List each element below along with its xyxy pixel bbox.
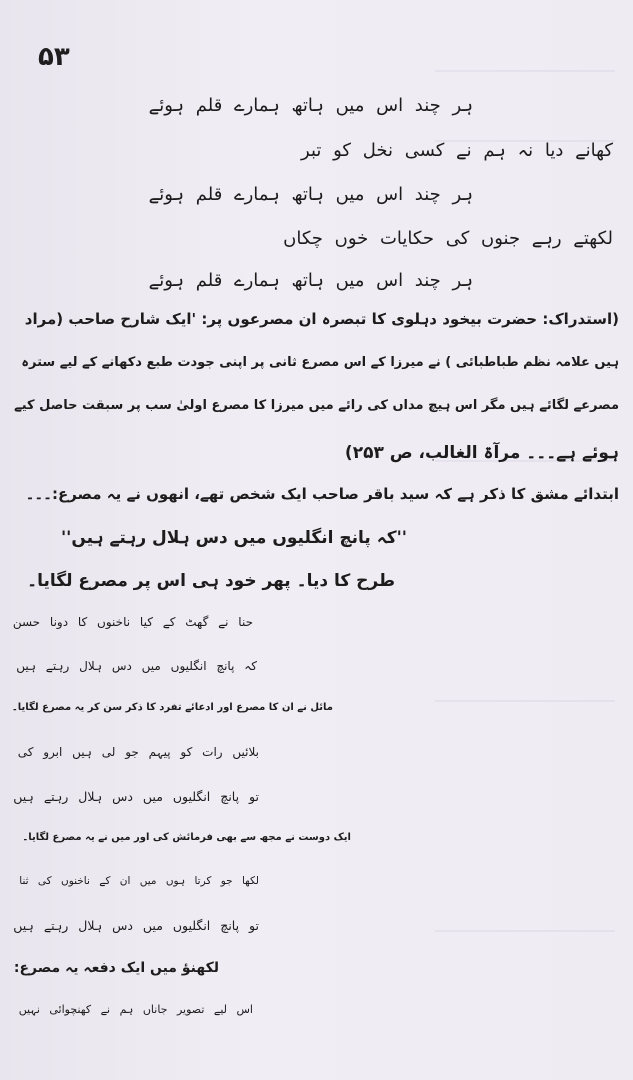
verse-line: تو پانچ انگلیوں میں دس ہلال رہتے ہیں: [13, 918, 259, 933]
verse-line: ہر چند اس میں ہاتھ ہمارے قلم ہوئے: [148, 184, 473, 205]
verse-line: کھانے دیا نہ ہم نے کسی نخل کو تبر: [301, 140, 613, 161]
verse-line: ہر چند اس میں ہاتھ ہمارے قلم ہوئے: [148, 270, 473, 291]
prose-line: مصرعے لگائے ہیں مگر اس ہیچ مداں کی رائے میں میرزا کا مصرع اولیٰ سب پر سبقت حاصل کیے: [14, 398, 619, 413]
prose-line: لکھنؤ میں ایک دفعہ یہ مصرع:: [13, 960, 219, 976]
verse-line: تو پانچ انگلیوں میں دس ہلال رہتے ہیں: [13, 789, 259, 804]
verse-line: بلائیں رات کو پیہم جو لی ہیں ابرو کی: [17, 745, 259, 759]
quoted-misra: ''کہ پانچ انگلیوں میں دس ہلال رہتے ہیں'': [60, 528, 407, 548]
prose-line: ایک دوست نے مجھ سے بھی فرمائش کی اور میں نے یہ مصرع لگایا۔: [22, 832, 351, 843]
prose-line: ہوئے ہے۔۔۔ مرآۃ الغالب، ص ۲۵۳): [344, 443, 619, 463]
verse-line: حنا نے گھٹ کے کیا ناخنوں کا دونا حسن: [12, 615, 253, 629]
prose-line: مائل نے ان کا مصرع اور ادعائے تفرد کا ذکر سن کر یہ مصرع لگایا۔: [11, 702, 333, 713]
verse-line: اس لیے تصویر جاناں ہم نے کھنچوائی نہیں: [18, 1003, 253, 1016]
verse-line: لکھتے رہے جنوں کی حکایات خوں چکاں: [283, 228, 613, 249]
prose-line: (استدراک: حضرت بیخود دہلوی کا تبصرہ ان مصرعوں پر: 'ایک شارح صاحب (مراد: [24, 310, 619, 328]
bleed-through-mark: [435, 70, 615, 72]
verse-line: کہ پانچ انگلیوں میں دس ہلال رہتے ہیں: [16, 659, 257, 673]
prose-line: طرح کا دیا۔ پھر خود ہی اس پر مصرع لگایا۔: [27, 571, 395, 591]
verse-line: لکھا جو کرتا ہوں میں ان کے ناخنوں کی ثنا: [19, 875, 259, 887]
bleed-through-mark: [435, 700, 615, 702]
page-number: ۵۳: [38, 42, 70, 72]
bleed-through-mark: [435, 930, 615, 932]
prose-line: ابتدائے مشق کا ذکر ہے کہ سید باقر صاحب ایک شخص تھے، انھوں نے یہ مصرع:۔۔۔: [25, 485, 619, 503]
prose-line: ہیں علامہ نظم طباطبائی ) نے میرزا کے اس مصرع ثانی پر اپنی جودت طبع دکھانے کے لیے سترہ: [21, 355, 619, 370]
verse-line: ہر چند اس میں ہاتھ ہمارے قلم ہوئے: [148, 95, 473, 116]
